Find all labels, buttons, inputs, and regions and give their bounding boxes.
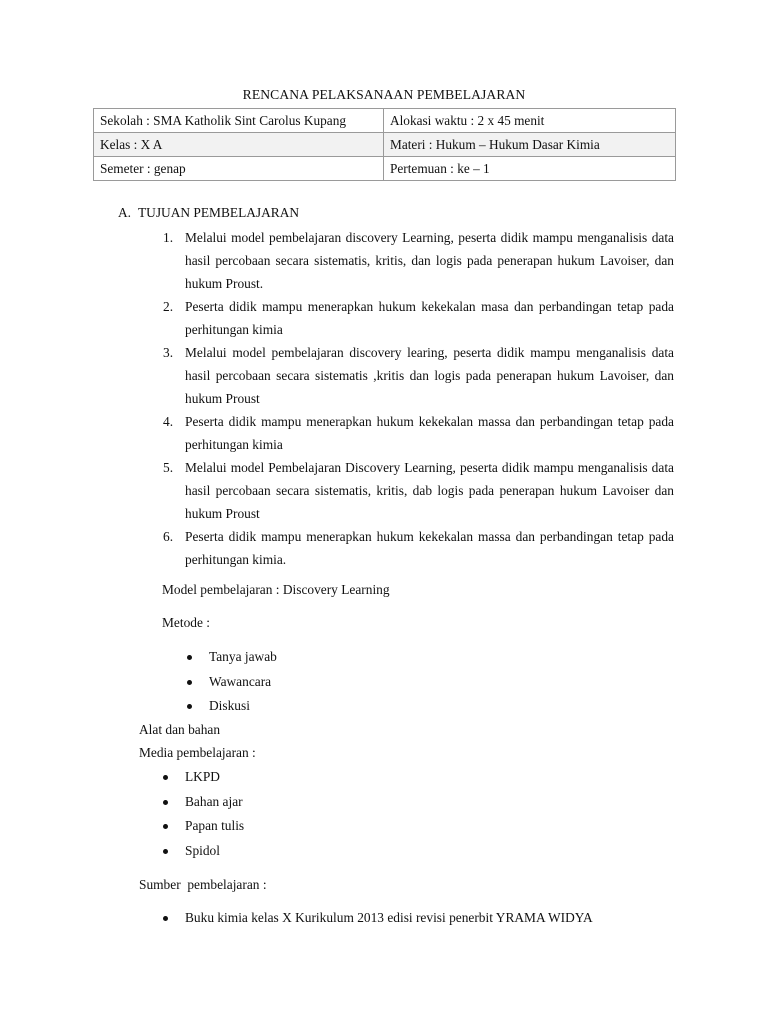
item-number: 1. bbox=[163, 230, 174, 245]
info-table bbox=[93, 108, 676, 181]
list-item bbox=[209, 645, 277, 670]
item-text: Melalui model pembelajaran discovery learing, peserta didik mampu menganalisis data hasil percobaan secara sistematis ,kritis dan logis pada penerapan hukum Lavoiser, dan hukum Proust bbox=[185, 345, 674, 406]
media-list bbox=[185, 765, 244, 863]
list-item bbox=[185, 839, 244, 864]
item-number: 5. bbox=[163, 460, 174, 475]
alat-dan-bahan: Alat dan bahan bbox=[139, 722, 221, 737]
table-row bbox=[94, 133, 676, 157]
info-kelas: Kelas : X A bbox=[94, 133, 384, 157]
item-number: 3. bbox=[163, 345, 174, 360]
table-row bbox=[94, 109, 676, 133]
sumber-label: Sumber pembelajaran : bbox=[139, 877, 267, 892]
list-item bbox=[209, 670, 277, 695]
section-a-heading bbox=[118, 205, 299, 221]
item-text: Wawancara bbox=[209, 673, 272, 689]
item-text: Diskusi bbox=[209, 698, 250, 713]
info-semester: Semeter : genap bbox=[94, 157, 384, 181]
document-title: RENCANA PELAKSANAAN PEMBELAJARAN bbox=[242, 87, 526, 102]
section-heading-text: TUJUAN PEMBELAJARAN bbox=[138, 205, 300, 220]
metode-list bbox=[209, 645, 277, 719]
info-materi: Materi : Hukum – Hukum Dasar Kimia bbox=[384, 133, 676, 157]
bullet-icon bbox=[187, 704, 192, 709]
info-pertemuan: Pertemuan : ke – 1 bbox=[384, 157, 676, 181]
item-text: Buku kimia kelas X Kurikulum 2013 edisi revisi penerbit YRAMA WIDYA bbox=[185, 910, 593, 925]
bullet-icon bbox=[163, 849, 168, 854]
table-row bbox=[94, 157, 676, 181]
item-number: 4. bbox=[163, 414, 174, 429]
item-text: Tanya jawab bbox=[209, 649, 277, 664]
goals-list bbox=[163, 226, 674, 571]
bullet-icon bbox=[187, 655, 192, 660]
item-text: Peserta didik mampu menerapkan hukum kekekalan massa dan perbandingan tetap pada perhitungan kimia. bbox=[185, 529, 674, 567]
bullet-icon bbox=[163, 775, 168, 780]
list-item bbox=[185, 790, 244, 815]
list-item bbox=[163, 525, 674, 571]
item-text: Papan tulis bbox=[185, 818, 245, 833]
list-item bbox=[185, 814, 244, 839]
metode-label: Metode : bbox=[162, 615, 210, 630]
bullet-icon bbox=[187, 680, 192, 685]
bullet-icon bbox=[163, 824, 168, 829]
list-item bbox=[209, 694, 277, 719]
list-item bbox=[185, 906, 593, 931]
item-text: Peserta didik mampu menerapkan hukum kekekalan massa dan perbandingan tetap pada perhitungan kimia bbox=[185, 414, 674, 452]
item-text: LKPD bbox=[185, 769, 220, 784]
info-alokasi-waktu: Alokasi waktu : 2 x 45 menit bbox=[384, 109, 676, 133]
sumber-list bbox=[185, 906, 593, 931]
list-item bbox=[163, 456, 674, 525]
section-letter: A. bbox=[118, 205, 132, 220]
item-text: Bahan ajar bbox=[185, 793, 243, 809]
item-text: Melalui model Pembelajaran Discovery Learning, peserta didik mampu menganalisis data hasil percobaan secara sistematis, kritis, dab logis pada penerapan hukum Lavoiser dan hukum Proust bbox=[185, 460, 674, 521]
item-number: 2. bbox=[163, 299, 174, 314]
item-text: Melalui model pembelajaran discovery Learning, peserta didik mampu menganalisis data hasil percobaan secara sistematis, kritis, dan logis pada penerapan hukum Lavoiser, dan hukum Proust. bbox=[185, 230, 674, 291]
list-item bbox=[163, 295, 674, 341]
item-number: 6. bbox=[163, 529, 174, 544]
list-item bbox=[163, 410, 674, 456]
list-item bbox=[163, 226, 674, 295]
bullet-icon bbox=[163, 916, 168, 921]
model-pembelajaran: Model pembelajaran : Discovery Learning bbox=[162, 582, 390, 597]
list-item bbox=[163, 341, 674, 410]
media-label: Media pembelajaran : bbox=[139, 745, 256, 760]
info-sekolah: Sekolah : SMA Katholik Sint Carolus Kupang bbox=[94, 109, 384, 133]
list-item bbox=[185, 765, 244, 790]
item-text: Spidol bbox=[185, 842, 220, 858]
item-text: Peserta didik mampu menerapkan hukum kekekalan masa dan perbandingan tetap pada perhitungan kimia bbox=[185, 299, 674, 337]
bullet-icon bbox=[163, 800, 168, 805]
